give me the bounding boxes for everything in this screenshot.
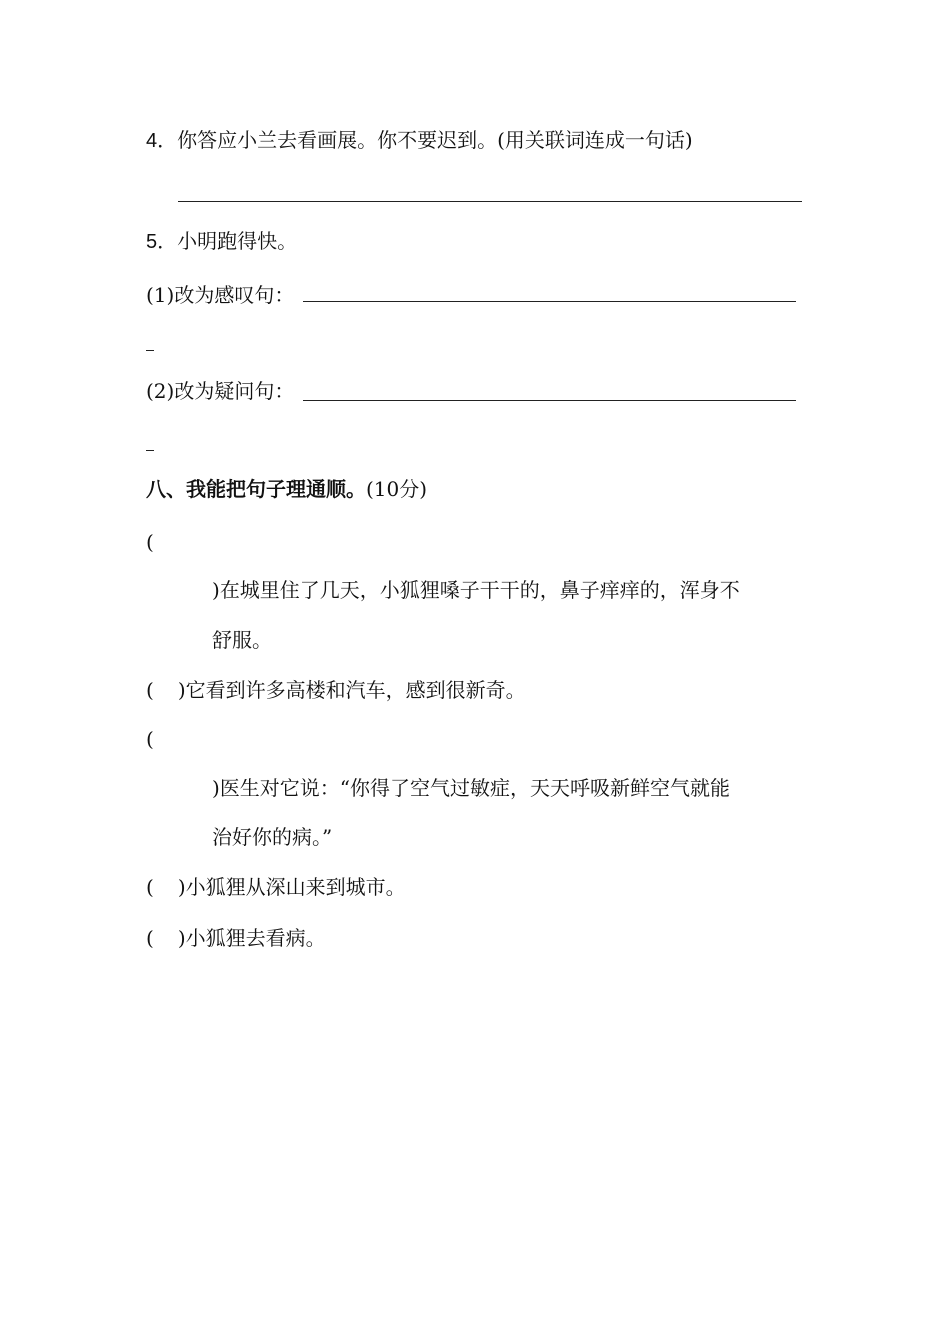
order-item-3-open-paren[interactable]: ( (146, 727, 154, 751)
question-5-part-2 (146, 379, 294, 403)
order-item-1-close-paren: ) (212, 578, 220, 602)
order-item-2 (146, 678, 526, 702)
question-5-part-2-line-end (146, 450, 154, 451)
question-5-number: 5． (146, 231, 178, 253)
order-item-3-close-paren: ) (212, 776, 220, 800)
order-item-3-text: 医生对它说：“你得了空气过敏症，天天呼吸新鲜空气就能 (219, 776, 731, 800)
order-item-4 (146, 875, 406, 899)
order-item-3-text-cont: 治好你的病。” (212, 825, 333, 849)
question-4-answer-line[interactable] (178, 201, 802, 202)
question-4 (146, 128, 693, 153)
question-5-part-1-answer-line[interactable] (303, 301, 796, 302)
question-5-part-2-answer-line[interactable] (303, 400, 796, 401)
order-item-2-open-paren[interactable]: ( (146, 678, 154, 702)
question-5-part-1-label: (1)改为感叹句： (146, 283, 295, 307)
section-8-heading (146, 477, 427, 501)
order-item-5-text: 小狐狸去看病。 (185, 926, 326, 950)
order-item-4-text: 小狐狸从深山来到城市。 (185, 875, 406, 899)
order-item-1 (212, 578, 740, 602)
question-5-text: 小明跑得快。 (177, 229, 298, 253)
section-8-title: 八、我能把句子理通顺。 (146, 477, 366, 501)
order-item-5 (146, 926, 326, 950)
question-5 (146, 229, 297, 254)
order-item-3 (212, 776, 730, 800)
question-5-part-1-line-end (146, 350, 154, 351)
question-5-part-2-label: (2)改为疑问句： (146, 379, 295, 403)
order-item-4-close-paren: ) (177, 875, 186, 899)
section-8-score: (10分) (366, 477, 428, 501)
question-5-part-1 (146, 283, 294, 307)
question-4-number: 4． (146, 130, 178, 152)
order-item-1-text-cont: 舒服。 (212, 628, 272, 652)
question-4-text: 你答应小兰去看画展。你不要迟到。 (177, 128, 498, 152)
order-item-1-open-paren[interactable]: ( (146, 530, 154, 554)
question-4-hint: (用关联词连成一句话) (497, 128, 693, 152)
order-item-1-text: 在城里住了几天，小狐狸嗓子干干的，鼻子痒痒的，浑身不 (219, 578, 740, 602)
order-item-5-close-paren: ) (177, 926, 186, 950)
order-item-2-close-paren: ) (177, 678, 186, 702)
order-item-4-open-paren[interactable]: ( (146, 875, 154, 899)
order-item-2-text: 它看到许多高楼和汽车，感到很新奇。 (185, 678, 526, 702)
order-item-5-open-paren[interactable]: ( (146, 926, 154, 950)
